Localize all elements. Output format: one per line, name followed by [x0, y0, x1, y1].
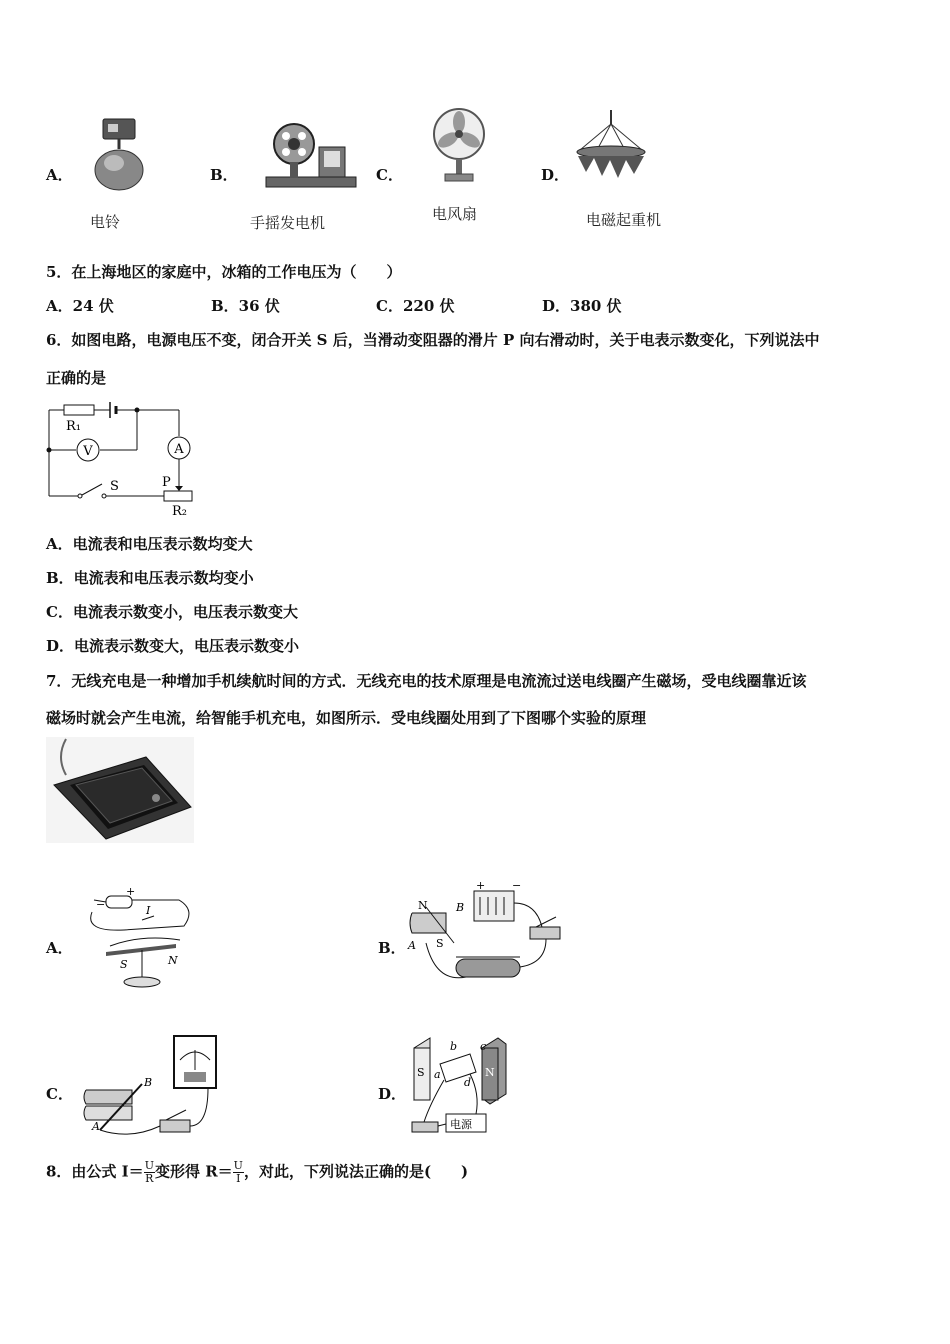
- label-a: A: [174, 442, 184, 457]
- label-p: P: [162, 475, 171, 490]
- electric-bell-icon: [90, 115, 150, 193]
- label-v: V: [83, 444, 93, 459]
- q7-option-letter-a[interactable]: A．: [46, 939, 73, 957]
- u-magnet: [410, 913, 446, 933]
- rheostat-r2: [164, 491, 192, 501]
- q7-figure-c-induction: [80, 1030, 230, 1142]
- label-d-d: d: [464, 1076, 472, 1089]
- q6-circuit-diagram: [44, 398, 196, 520]
- fraction2-denominator: I: [236, 1172, 241, 1185]
- q7-stem-line1: 7．无线充电是一种增加手机续航时间的方式．无线充电的技术原理是电流流过送电线圈产生磁场，受电线圈靠近该: [46, 672, 807, 690]
- label-b-a: A: [408, 939, 416, 952]
- q7-stem-line2: 磁场时就会产生电流，给智能手机充电，如图所示．受电线圈处用到了下图哪个实验的原理: [46, 709, 647, 727]
- label-d-n: N: [485, 1066, 495, 1079]
- fraction1-denominator: R: [145, 1172, 154, 1185]
- fraction-u-over-r: [144, 1160, 155, 1185]
- fraction-u-over-i: [233, 1160, 244, 1185]
- q6-option-b[interactable]: B．电流表和电压表示数均变小: [46, 569, 254, 587]
- compass-needle: [106, 944, 176, 956]
- caption-hand-generator: 手摇发电机: [250, 214, 326, 232]
- fraction1-numerator: U: [144, 1159, 154, 1172]
- label-a-s: S: [120, 958, 128, 971]
- option-letter-b[interactable]: B．: [210, 166, 238, 184]
- svg-text:−: −: [96, 898, 106, 911]
- svg-text:+: +: [476, 879, 486, 892]
- q8-suffix: ，对此，下列说法正确的是( ): [243, 1162, 469, 1181]
- label-c-b: B: [144, 1076, 153, 1089]
- label-s: S: [110, 479, 119, 494]
- label-r2: R₂: [172, 504, 187, 519]
- label-b-s: S: [436, 937, 444, 950]
- electric-fan-icon: [430, 107, 488, 183]
- q5-option-a[interactable]: A．24 伏: [46, 297, 114, 315]
- rheostat-icon: [456, 959, 520, 977]
- q8-stem: [46, 1160, 468, 1185]
- caption-electric-fan: 电风扇: [432, 205, 478, 223]
- switch-icon: [160, 1120, 190, 1132]
- q7-figure-a-oersted: [84, 885, 194, 994]
- label-b-n: N: [418, 899, 428, 912]
- label-a-n: N: [168, 954, 178, 967]
- fraction2-numerator: U: [233, 1159, 243, 1172]
- switch-s: [82, 484, 102, 495]
- hand-generator-icon: [264, 117, 360, 192]
- label-c-a: A: [92, 1120, 100, 1133]
- q8-middle: 变形得 R＝: [154, 1162, 233, 1181]
- slider-p: [175, 486, 183, 491]
- wireless-charger-image: [46, 737, 194, 843]
- label-current-i: I: [146, 904, 151, 917]
- label-d-b: b: [450, 1040, 458, 1053]
- q6-stem-line1: 6．如图电路，电源电压不变，闭合开关 S 后，当滑动变阻器的滑片 P 向右滑动时，关于电表示数变化，下列说法中: [46, 331, 820, 349]
- q8-prefix: 8．由公式 I＝: [46, 1162, 144, 1181]
- label-r1: R₁: [66, 419, 81, 434]
- label-b-b: B: [456, 901, 465, 914]
- caption-electric-bell: 电铃: [90, 213, 121, 231]
- q6-stem-line2: 正确的是: [46, 369, 107, 387]
- option-letter-a[interactable]: A．: [46, 166, 73, 184]
- option-letter-c[interactable]: C．: [376, 166, 403, 184]
- q5-stem: 5．在上海地区的家庭中，冰箱的工作电压为（ ）: [46, 263, 402, 281]
- svg-text:−: −: [512, 879, 522, 892]
- electromagnetic-crane-icon: [572, 110, 650, 186]
- q7-option-letter-b[interactable]: B．: [378, 939, 406, 957]
- switch-icon: [412, 1122, 438, 1132]
- q6-option-a[interactable]: A．电流表和电压表示数均变大: [46, 535, 253, 553]
- q5-option-b[interactable]: B．36 伏: [211, 297, 280, 315]
- option-letter-d[interactable]: D．: [541, 166, 570, 184]
- q7-option-letter-c[interactable]: C．: [46, 1085, 73, 1103]
- label-d-a: a: [434, 1068, 441, 1081]
- q5-option-c[interactable]: C．220 伏: [376, 297, 455, 315]
- label-d-c: c: [480, 1040, 487, 1053]
- q6-option-d[interactable]: D．电流表示数变大，电压表示数变小: [46, 637, 300, 655]
- q7-figure-d-magnetic-force: [410, 1034, 514, 1140]
- q6-option-c[interactable]: C．电流表示数变小，电压表示数变大: [46, 603, 298, 621]
- label-d-s: S: [417, 1066, 425, 1079]
- q5-option-d[interactable]: D．380 伏: [542, 297, 622, 315]
- label-d-power: 电源: [450, 1118, 472, 1131]
- svg-text:+: +: [126, 885, 136, 898]
- switch-icon: [530, 927, 560, 939]
- resistor-r1: [64, 405, 94, 415]
- q7-figure-b-motor-principle: [406, 879, 566, 993]
- caption-electromagnetic-crane: 电磁起重机: [586, 211, 662, 229]
- q7-option-letter-d[interactable]: D．: [378, 1085, 407, 1103]
